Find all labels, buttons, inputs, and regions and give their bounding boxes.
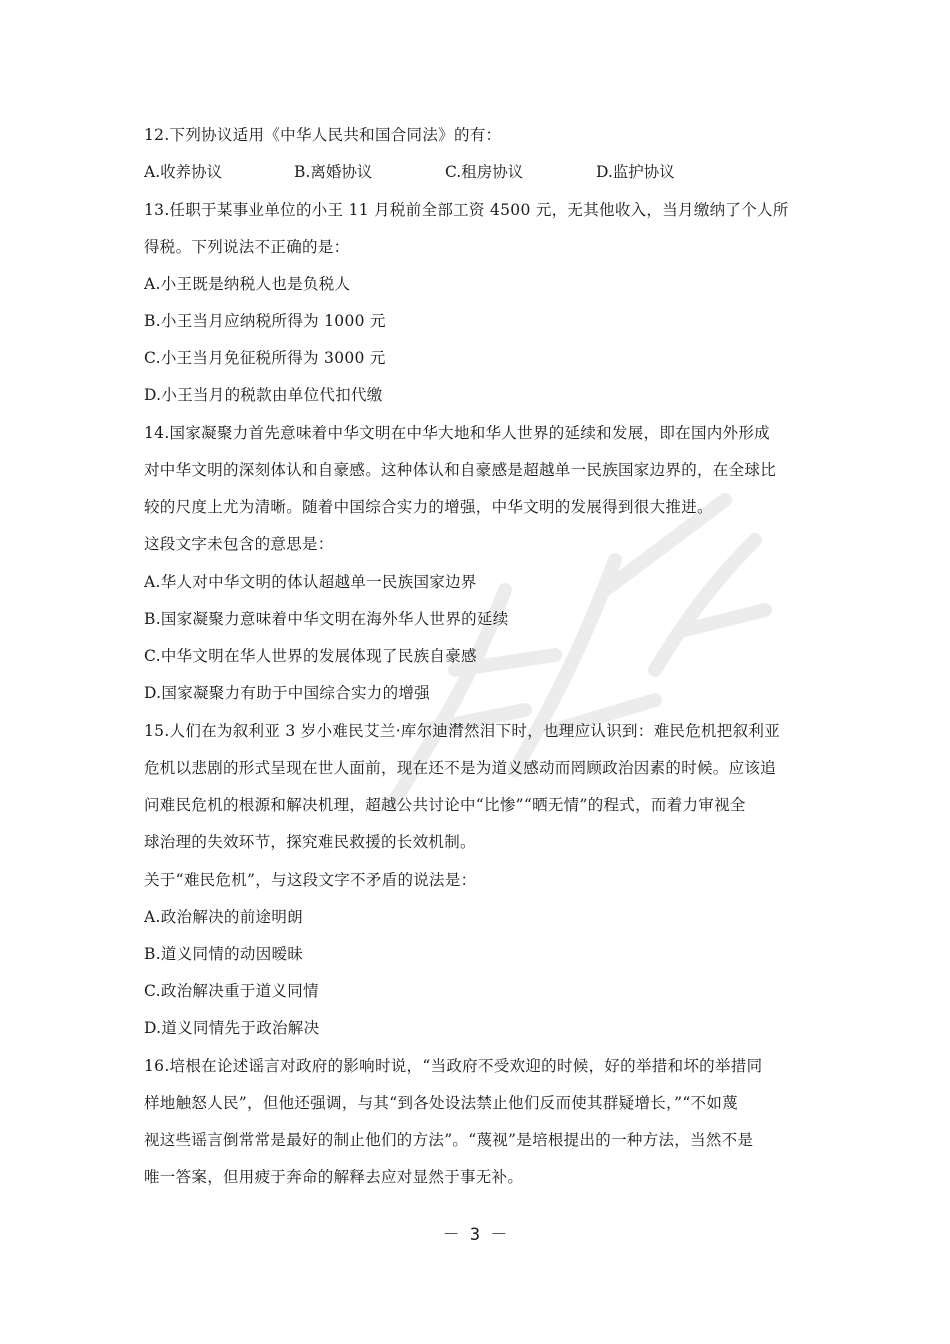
q14-stem-line-2: 对中华文明的深刻体认和自豪感。这种体认和自豪感是超越单一民族国家边界的，在全球比 [144,461,777,479]
q14-option-c: C.中华文明在华人世界的发展体现了民族自豪感 [144,647,477,665]
q16-stem-line-2: 样地触怒人民”，但他还强调，与其“到各处设法禁止他们反而使其群疑增长，”“不如蔑 [144,1094,738,1112]
q14-stem-line-3: 较的尺度上尤为清晰。随着中国综合实力的增强，中华文明的发展得到很大推进。 [144,498,713,516]
q13-option-d: D.小王当月的税款由单位代扣代缴 [144,386,383,404]
page-number: － 3 － [442,1225,508,1245]
q15-option-b: B.道义同情的动因暧昧 [144,945,304,963]
q15-option-d: D.道义同情先于政治解决 [144,1019,320,1037]
q13-stem-line-1: 13.任职于某事业单位的小王 11 月税前全部工资 4500 元，无其他收入，当月缴纳了个人所 [144,201,789,219]
q16-stem-line-1: 16.培根在论述谣言对政府的影响时说，“当政府不受欢迎的时候，好的举措和坏的举措同 [144,1057,763,1075]
q15-stem-line-4: 球治理的失效环节，探究难民救援的长效机制。 [144,833,476,851]
q15-stem-line-1: 15.人们在为叙利亚 3 岁小难民艾兰·库尔迪潸然泪下时，也理应认识到：难民危机把叙利亚 [144,722,780,740]
q13-option-a: A.小王既是纳税人也是负税人 [144,275,351,293]
q12-option-d: D.监护协议 [596,163,675,181]
q15-option-c: C.政治解决重于道义同情 [144,982,319,1000]
q13-option-b: B.小王当月应纳税所得为 1000 元 [144,312,386,330]
q16-stem-line-3: 视这些谣言倒常常是最好的制止他们的方法”。“蔑视”是培根提出的一种方法，当然不是 [144,1131,754,1149]
q12-option-c: C.租房协议 [445,163,524,181]
q14-option-b: B.国家凝聚力意味着中华文明在海外华人世界的延续 [144,610,509,628]
q14-option-a: A.华人对中华文明的体认超越单一民族国家边界 [144,573,477,591]
q14-stem-line-1: 14.国家凝聚力首先意味着中华文明在中华大地和华人世界的延续和发展，即在国内外形成 [144,424,770,442]
q15-prompt: 关于“难民危机”，与这段文字不矛盾的说法是： [144,871,477,889]
q15-stem-line-2: 危机以悲剧的形式呈现在世人面前，现在还不是为道义感动而罔顾政治因素的时候。应该追 [144,759,777,777]
q13-option-c: C.小王当月免征税所得为 3000 元 [144,349,386,367]
q14-option-d: D.国家凝聚力有助于中国综合实力的增强 [144,684,431,702]
q12-option-a: A.收养协议 [144,163,223,181]
q14-prompt: 这段文字未包含的意思是： [144,535,334,553]
q15-stem-line-3: 问难民危机的根源和解决机理，超越公共讨论中“比惨”“晒无情”的程式，而着力审视全 [144,796,746,814]
q12-stem: 12.下列协议适用《中华人民共和国合同法》的有： [144,126,502,144]
q13-stem-line-2: 得税。下列说法不正确的是： [144,238,350,256]
q16-stem-line-4: 唯一答案，但用疲于奔命的解释去应对显然于事无补。 [144,1168,524,1186]
q15-option-a: A.政治解决的前途明朗 [144,908,303,926]
q12-option-b: B.离婚协议 [294,163,373,181]
